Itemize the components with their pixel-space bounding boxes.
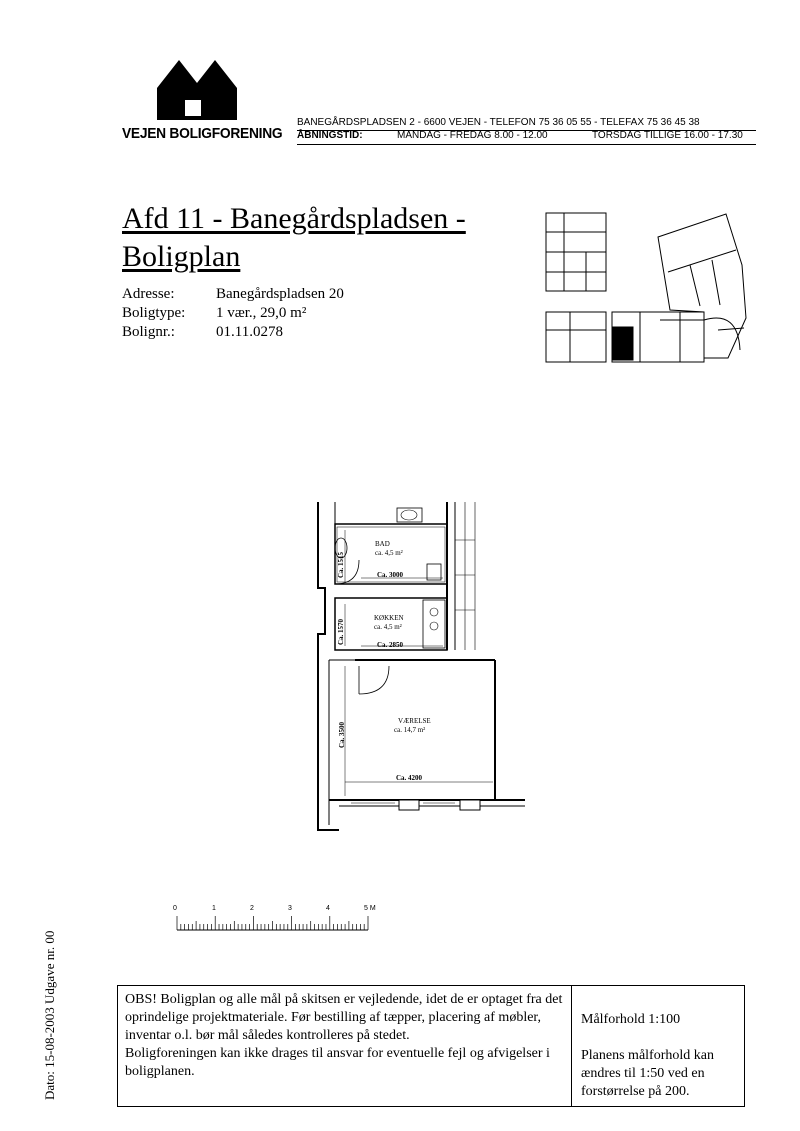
info-values xyxy=(216,285,344,342)
scale-label-2: 2 xyxy=(250,905,254,912)
page-title xyxy=(122,200,466,276)
scale-label-1: 1 xyxy=(212,905,216,912)
address-value: Banegårdspladsen 20 xyxy=(216,286,344,302)
disclaimer-liability: Boligforeningen kan ikke drages til ansvar for eventuelle fejl og afvigelser i boligplanen. xyxy=(125,1046,550,1079)
vejen-boligforening-logo xyxy=(155,58,240,124)
opening-hours-label: ÅBNINGSTID: xyxy=(297,130,363,141)
room-main-name: VÆRELSE xyxy=(398,717,431,725)
dim-bad-width: Ca. 3000 xyxy=(377,571,404,579)
disclaimer-box xyxy=(117,985,745,1107)
dim-room-height: Ca. 3500 xyxy=(338,721,346,748)
title-line-1: Afd 11 - Banegårdspladsen - xyxy=(122,202,466,235)
disclaimer-main: OBS! Boligplan og alle mål på skitsen er vejledende, idet de er optaget fra det oprindelige projektmateriale. Før bestilling af tæpper, placering af møbler, inventar o.l. bør mål således kontrolleres på stedet. xyxy=(125,992,563,1043)
number-label: Bolignr.: xyxy=(122,324,175,340)
date-stamp: Dato: 15-08-2003 Udgave nr. 00 xyxy=(42,930,57,1100)
dim-room-width: Ca. 4200 xyxy=(396,774,423,782)
dim-kitchen-height: Ca. 1570 xyxy=(337,618,345,645)
header-address: BANEGÅRDSPLADSEN 2 - 6600 VEJEN - TELEFON 75 36 05 55 - TELEFAX 75 36 45 38 xyxy=(297,117,700,128)
scale-label-4: 4 xyxy=(326,905,330,912)
scale-label-3: 3 xyxy=(288,905,292,912)
opening-hours-thursday: TORSDAG TILLIGE 16.00 - 17.30 xyxy=(592,130,743,141)
scale-note: Planens målforhold kan ændres til 1:50 ved en forstørrelse på 200. xyxy=(581,1048,714,1099)
opening-hours-weekdays: MANDAG - FREDAG 8.00 - 12.00 xyxy=(397,130,548,141)
scale-label-0: 0 xyxy=(173,905,177,912)
site-key-plan xyxy=(540,210,760,365)
info-labels xyxy=(122,285,185,342)
floor-plan xyxy=(315,500,530,832)
scale-label-5: 5 M xyxy=(364,905,376,912)
type-value: 1 vær., 29,0 m² xyxy=(216,305,307,321)
room-main-area: ca. 14,7 m² xyxy=(394,726,426,734)
disclaimer-text xyxy=(125,991,565,1081)
dim-bad-height: Ca. 1515 xyxy=(337,551,345,578)
disclaimer-divider xyxy=(571,986,572,1106)
room-bad-area: ca. 4,5 m² xyxy=(375,549,403,557)
dim-kitchen-width: Ca. 2850 xyxy=(377,641,404,649)
scale-bar xyxy=(172,915,382,931)
room-kitchen-name: KØKKEN xyxy=(374,614,404,622)
org-name: VEJEN BOLIGFORENING xyxy=(122,125,283,142)
number-value: 01.11.0278 xyxy=(216,324,283,340)
room-kitchen-area: ca. 4,5 m² xyxy=(374,623,402,631)
address-label: Adresse: xyxy=(122,286,175,302)
scale-ratio: Målforhold 1:100 xyxy=(581,1012,681,1027)
scale-info xyxy=(581,1011,741,1101)
room-bad-name: BAD xyxy=(375,540,390,548)
title-line-2: Boligplan xyxy=(122,240,241,273)
header-divider-bottom xyxy=(297,144,756,145)
type-label: Boligtype: xyxy=(122,305,186,321)
